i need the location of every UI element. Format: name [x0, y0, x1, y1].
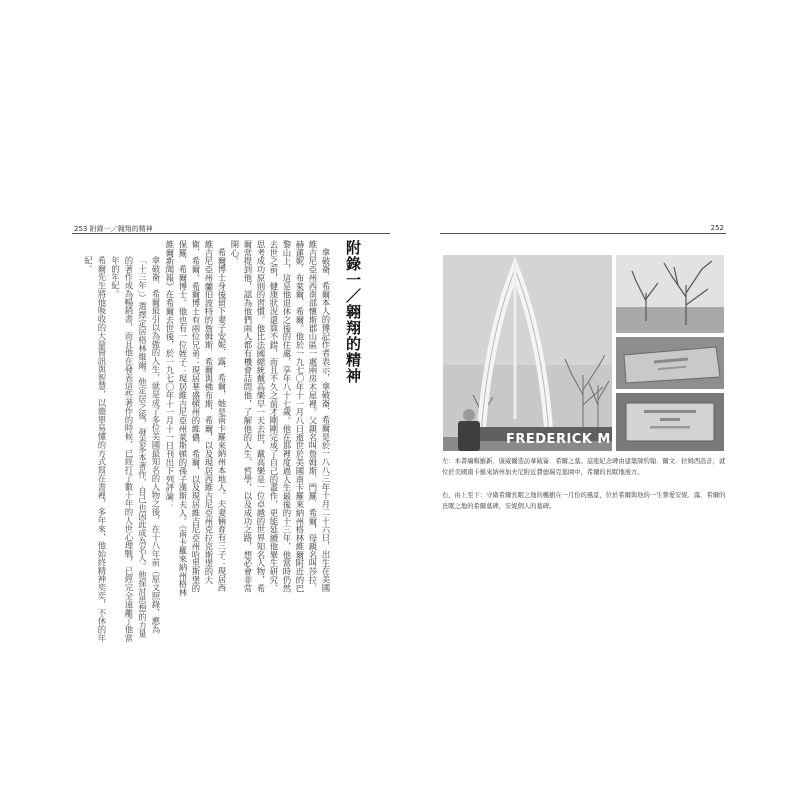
monument-sign: FREDERICK M	[506, 432, 611, 447]
body-paragraph-1: 拿破崙．希爾本人的傳記作者表示，拿破崙．希爾是於一八八三年十月二十六日，出生在美國維吉尼亞州西南部懷斯郡山區一處兩房木屋裡。父親名叫詹姆斯．門羅．希爾，母親名叫莎拉．赫蓮妮．布萊爾．希爾。他於一九七〇年十一月八日逝世於美國南卡羅來納州格林維爾附近的巴黎山上，這是他退休之後的住處，享年八十七歲。他在那裡度過人生最後的十三年，他當時仍然去世之前，健康狀況還算不錯，而且不久之前才剛剛完成了自己的畫作，更能延續他畢生研究、思考成功原則的習慣。他比法國總統戴高樂早一天去世，戴高樂是一位卓越的世界知名人物，希爾常提到他，認為他們兩人都有機會詰問他，了解他的人生、哲學，以及成功之路，想必會非常開心。	[230, 240, 331, 593]
gravestone-illustration	[616, 337, 724, 389]
newspaper-quote	[80, 256, 162, 646]
photo-caption-right: 右，由上至下：守衛希爾長眠之地的楓樹在一月份的風景，位於希爾與他的一生摯愛安妮．露．希爾的長眠之地的希爾墓碑，安妮個人的墓碑。	[442, 492, 726, 510]
body-paragraph-2: 希爾博士身後留下妻子安妮．露．希爾，她是南卡羅來納州本地人。夫妻倆育有三子：現居西維吉尼亞州蘭伯波特的詹姆斯．希爾與佛布斯．希爾，以及現居西維吉尼亞州克拉克斯堡的大衛．希爾。希爾博士有兩位兄弟：現居華盛頓州的維儂．希爾，以及現居維吉尼亞州哈里斯堡的保羅．希爾博士。他也有一位姪子：現居維吉尼亞州萊斯頓的孫子漢斯夫人。《南卡羅來納州格林維爾新聞報》在希爾去世後，於一九七〇年十一月十一日刊出下列評論：	[165, 240, 227, 597]
annie-gravestone-photo	[616, 393, 724, 451]
left-header-rule	[72, 233, 390, 234]
photo-caption-left: 左：本書編輯羅新．康威爾造訪拿破崙．希爾之墓。這座紀念碑由建築師約翰．爾文．拉姆西設計，就位於美國南卡羅來納州加夫尼附近費德瑞克墓園中，希爾的長眠地後方。	[442, 458, 726, 476]
right-header-rule	[440, 233, 726, 234]
photo-collage	[443, 255, 724, 451]
quote-paragraph-1: 拿破崙．希爾最引以為傲的人生，就是成了多位美國最知名的人物之後，在十八年前（原文照錄，應為「十三年」）選擇定居格林維爾。他定居之後，發表多本著作，自己也因此成為名人。他探討思想的力量的著作成為暢銷書，而且他在發表這些著作的時候，已經打了數十年的人世心理戰，已經完全遠離了他當年的年紀。	[110, 256, 161, 642]
chapter-title: 附錄一／翱翔的精神	[344, 240, 362, 384]
maple-tree-illustration	[616, 255, 724, 333]
arch-monument-photo	[443, 255, 612, 451]
maple-tree-photo	[616, 255, 724, 333]
right-page-header: 252	[710, 224, 724, 232]
quote-paragraph-2: 希爾先生將他吸收的大量資訊與智慧，以簡單易懂的方式寫在書裡，多年來，他始終精神奕奕，不休的年紀。	[83, 256, 107, 642]
grave-marker-illustration	[616, 393, 724, 451]
hill-gravestone-photo	[616, 337, 724, 389]
body-text	[162, 240, 332, 600]
arch-monument-illustration	[443, 255, 612, 451]
left-page-header: 253 附錄一／翱翔的精神	[74, 225, 153, 233]
